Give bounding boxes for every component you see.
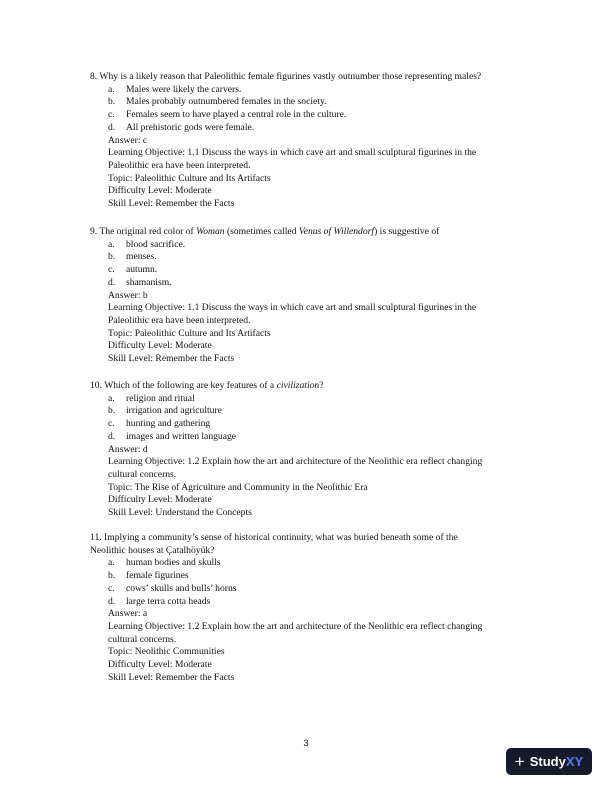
options-list xyxy=(90,84,560,135)
question-9 xyxy=(90,226,560,366)
learning-objective: Learning Objective: 1.2 Explain how the art and architecture of the Neolithic era reflect changing xyxy=(108,620,483,632)
topic: Topic: Neolithic Communities xyxy=(108,646,225,658)
option-d: d. All prehistoric gods were female. xyxy=(108,121,255,133)
learning-objective-cont: cultural concerns. xyxy=(108,468,177,480)
studyxy-badge[interactable] xyxy=(506,748,592,775)
skill-level: Skill Level: Understand the Concepts xyxy=(108,507,252,519)
option-c: c. autumn. xyxy=(108,264,158,276)
option-c: c. hunting and gathering xyxy=(108,418,211,430)
question-stem: 8. Why is a likely reason that Paleolithic female figurines vastly outnumber those representing males? xyxy=(90,71,482,82)
skill-level: Skill Level: Remember the Facts xyxy=(108,198,235,210)
options-list xyxy=(90,239,560,290)
difficulty: Difficulty Level: Moderate xyxy=(108,659,212,671)
skill-level: Skill Level: Remember the Facts xyxy=(108,671,235,683)
answer: Answer: c xyxy=(108,134,148,146)
option-a: a. human bodies and skulls xyxy=(108,557,221,569)
option-b: b. irrigation and agriculture xyxy=(108,405,222,417)
option-d: d. images and written language xyxy=(108,430,237,442)
question-stem-cont: Neolithic houses at Çatalhöyük? xyxy=(90,544,215,556)
learning-objective-cont: cultural concerns. xyxy=(108,633,177,645)
badge-xy: XY xyxy=(565,754,584,769)
question-stem: 9. The original red color of Woman (sometimes called Venus of Willendorf) is suggestive of xyxy=(90,226,440,237)
topic: Topic: The Rise of Agriculture and Community in the Neolithic Era xyxy=(108,481,368,493)
learning-objective: Learning Objective: 1.1 Discuss the ways in which cave art and small sculptural figurines in the xyxy=(108,147,477,159)
learning-objective: Learning Objective: 1.1 Discuss the ways in which cave art and small sculptural figurines in the xyxy=(108,302,477,314)
difficulty: Difficulty Level: Moderate xyxy=(108,340,212,352)
difficulty: Difficulty Level: Moderate xyxy=(108,185,212,197)
learning-objective-cont: Paleolithic era have been interpreted. xyxy=(108,159,251,171)
option-a: a. Males were likely the carvers. xyxy=(108,83,242,95)
option-d: d. shamanism. xyxy=(108,276,172,288)
learning-objective: Learning Objective: 1.2 Explain how the art and architecture of the Neolithic era reflect changing xyxy=(108,456,483,468)
question-8 xyxy=(90,71,560,211)
topic: Topic: Paleolithic Culture and Its Artifacts xyxy=(108,327,271,339)
option-b: b. menses. xyxy=(108,251,157,263)
option-a: a. blood sacrifice. xyxy=(108,238,186,250)
skill-level: Skill Level: Remember the Facts xyxy=(108,353,235,365)
option-b: b. Males probably outnumbered females in the society. xyxy=(108,96,327,108)
badge-study: Study xyxy=(529,754,566,769)
options-list xyxy=(90,557,560,608)
answer: Answer: a xyxy=(108,608,148,620)
plus-icon: + xyxy=(514,752,525,771)
option-b: b. female figurines xyxy=(108,570,189,582)
option-a: a. religion and ritual xyxy=(108,392,195,404)
option-c: c. cows’ skulls and bulls’ horns xyxy=(108,582,237,594)
question-stem: 11. Implying a community’s sense of historical continuity, what was buried beneath some of the xyxy=(90,532,458,543)
learning-objective-cont: Paleolithic era have been interpreted. xyxy=(108,314,251,326)
options-list xyxy=(90,393,560,444)
question-stem: 10. Which of the following are key features of a civilization? xyxy=(90,380,324,391)
option-c: c. Females seem to have played a central role in the culture. xyxy=(108,109,347,121)
question-10 xyxy=(90,380,560,520)
answer: Answer: b xyxy=(108,289,148,301)
question-11 xyxy=(90,532,560,684)
topic: Topic: Paleolithic Culture and Its Artifacts xyxy=(108,172,271,184)
option-d: d. large terra cotta heads xyxy=(108,595,211,607)
answer: Answer: d xyxy=(108,443,148,455)
page-number: 3 xyxy=(303,738,309,749)
difficulty: Difficulty Level: Moderate xyxy=(108,494,212,506)
